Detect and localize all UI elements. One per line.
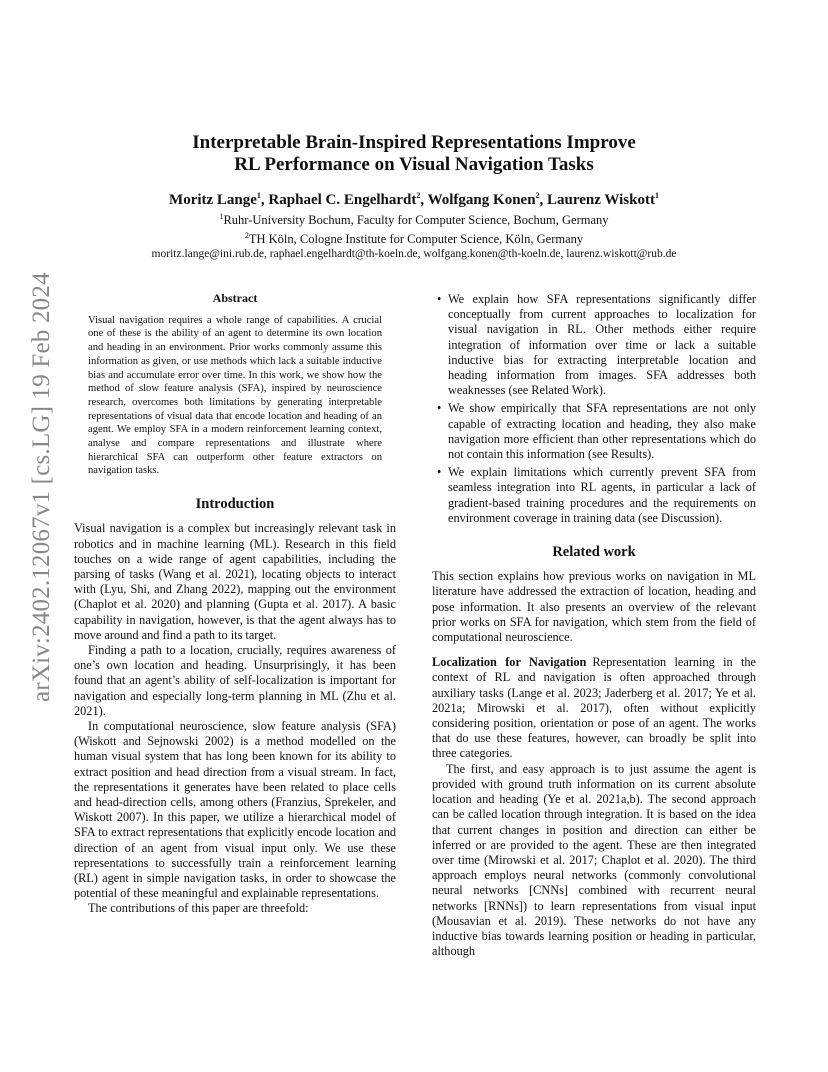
introduction-heading: Introduction <box>195 496 275 513</box>
author-emails: moritz.lange@ini.rub.de, raphael.engelhardt@th-koeln.de, wolfgang.konen@th-koeln.de, laurenz.wiskott@rub.de <box>151 248 677 261</box>
abstract-text: Visual navigation requires a whole range of capabilities. A crucial one of these is the ability of an agent to determine its own location and heading in an environment. Prior works commonly assume this information as given, or use methods which lack a suitable inductive bias and accumulate error over time. In this work, we show how the method of slow feature analysis (SFA), inspired by neuroscience research, overcomes both limitations by generating interpretable representations of visual data that encode location and heading of an agent. We employ SFA in a modern reinforcement learning context, analyse and compare representations and illustrate where hierarchical SFA can outperform other feature extractors on navigation tasks. <box>88 314 382 477</box>
author-affiliation-marker: 1 <box>256 191 261 200</box>
author-name: Moritz Lange <box>169 192 257 208</box>
abstract-block <box>74 292 396 478</box>
paper-title <box>0 132 828 176</box>
contribution-item: • We show empirically that SFA representations are not only capable of extracting location and heading, they also make navigation more efficient than other representations which do not contain this information (see Results). <box>448 401 756 462</box>
left-column <box>74 292 396 917</box>
affiliation-1 <box>0 209 828 228</box>
right-column <box>432 292 756 959</box>
author-affiliation-marker: 2 <box>535 191 540 200</box>
localization-title: Localization for Navigation <box>432 655 587 670</box>
affiliation-2 <box>0 228 828 247</box>
contributions-list <box>432 292 756 526</box>
author-affiliation-marker: 1 <box>654 191 659 200</box>
affiliation-marker: 2 <box>244 231 249 241</box>
intro-paragraph-4: The contributions of this paper are threefold: <box>88 901 309 916</box>
author-name: Wolfgang Konen <box>427 192 536 208</box>
related-work-intro: This section explains how previous works on navigation in ML literature have addressed the extraction of location, heading and pose information. It also presents an overview of the relevant prior works on SFA for navigation, which stem from the field of computational neuroscience. <box>432 569 756 645</box>
arxiv-identifier[interactable]: arXiv:2402.12067v1 [cs.LG] 19 Feb 2024 <box>28 272 55 702</box>
abstract-heading: Abstract <box>212 291 258 305</box>
localization-text: Representation learning in the context of RL and navigation is often approached through auxiliary tasks (Lange et al. 2023; Jaderberg et al. 2017; Ye et al. 2021a; Mirowski et al. 2017), often without explicitly considering position, orientation or pose of an agent. The works that do use these features, however, can broadly be split into three categories. <box>432 655 756 761</box>
contribution-item: • We explain how SFA representations significantly differ conceptually from current approaches to localization for visual navigation in RL. Other methods either require integration of information over time or lack a suitable inductive bias for extracting interpretable location and heading information from images. SFA addresses both weaknesses (see Related Work). <box>448 292 756 398</box>
paper-header <box>0 132 828 262</box>
title-line-1: Interpretable Brain-Inspired Representations Improve <box>192 132 636 153</box>
intro-paragraph-2: Finding a path to a location, crucially, requires awareness of one’s own location and heading. Unsurprisingly, it has been found that an agent’s ability of self-localization is important for navigation and especially long-term planning in ML (Zhu et al. 2021). <box>74 642 396 718</box>
author-name: Laurenz Wiskott <box>547 192 655 208</box>
author-affiliation-marker: 2 <box>416 191 421 200</box>
affiliation-text: Ruhr-University Bochum, Faculty for Computer Science, Bochum, Germany <box>223 213 609 228</box>
intro-paragraph-1: Visual navigation is a complex but increasingly relevant task in robotics and in machine learning (ML). Research in this field touches on a wide range of agent capabilities, including the parsing of tasks (Wang et al. 2021), locating objects to interact with (Lyu, Shi, and Zhang 2022), mapping out the environment (Chaplot et al. 2020) and planning (Gupta et al. 2017). A basic capability in navigation, however, is that the agent always has to move around and find a path to its target. <box>74 521 396 642</box>
localization-paragraph <box>432 655 756 761</box>
contribution-item: • We explain limitations which currently prevent SFA from seamless integration into RL agents, in particular a lack of gradient-based training procedures and the requirements on environment coverage in training data (see Discussion). <box>448 465 756 526</box>
categories-paragraph: The first, and easy approach is to just assume the agent is provided with ground truth information on its current absolute location and heading (Ye et al. 2021a,b). The second approach can be called location through integration. It is based on the idea that current changes in position and direction can either be inferred or are provided to the agent. These are then integrated over time (Mirowski et al. 2017; Chaplot et al. 2020). The third approach employs neural networks (commonly convolutional neural networks [CNNs] combined with recurrent neural networks [RNNs]) to learn representations from visual input (Mousavian et al. 2019). These networks do not have any inductive bias towards learning position or heading in particular, although <box>432 761 756 959</box>
related-work-heading: Related work <box>552 544 636 561</box>
author-list: Moritz Lange$^1$, Raphael C. Engelhardt$^2$, Wolfgang Konen$^2$, Laurenz Wiskott$^1$ <box>169 191 659 208</box>
author-name: Raphael C. Engelhardt <box>268 192 417 208</box>
intro-paragraph-3: In computational neuroscience, slow feature analysis (SFA) (Wiskott and Sejnowski 2002) is a method modelled on the human visual system that has long been known for its ability to extract position and head direction from a visual stream. In fact, the representations it generates have been related to place cells and head-direction cells, among others (Franzius, Sprekeler, and Wiskott 2007). In this paper, we utilize a hierarchical model of SFA to extract representations that explicitly encode location and direction of an agent from visual input only. We use these representations to successfully train a reinforcement learning (RL) agent in simple navigation tasks, in order to showcase the potential of these meaningful and explainable representations. <box>74 718 396 901</box>
affiliation-marker: 1 <box>219 212 224 221</box>
affiliation-text: TH Köln, Cologne Institute for Computer Science, Köln, Germany <box>248 232 584 247</box>
title-line-2: RL Performance on Visual Navigation Tasks <box>234 154 594 175</box>
